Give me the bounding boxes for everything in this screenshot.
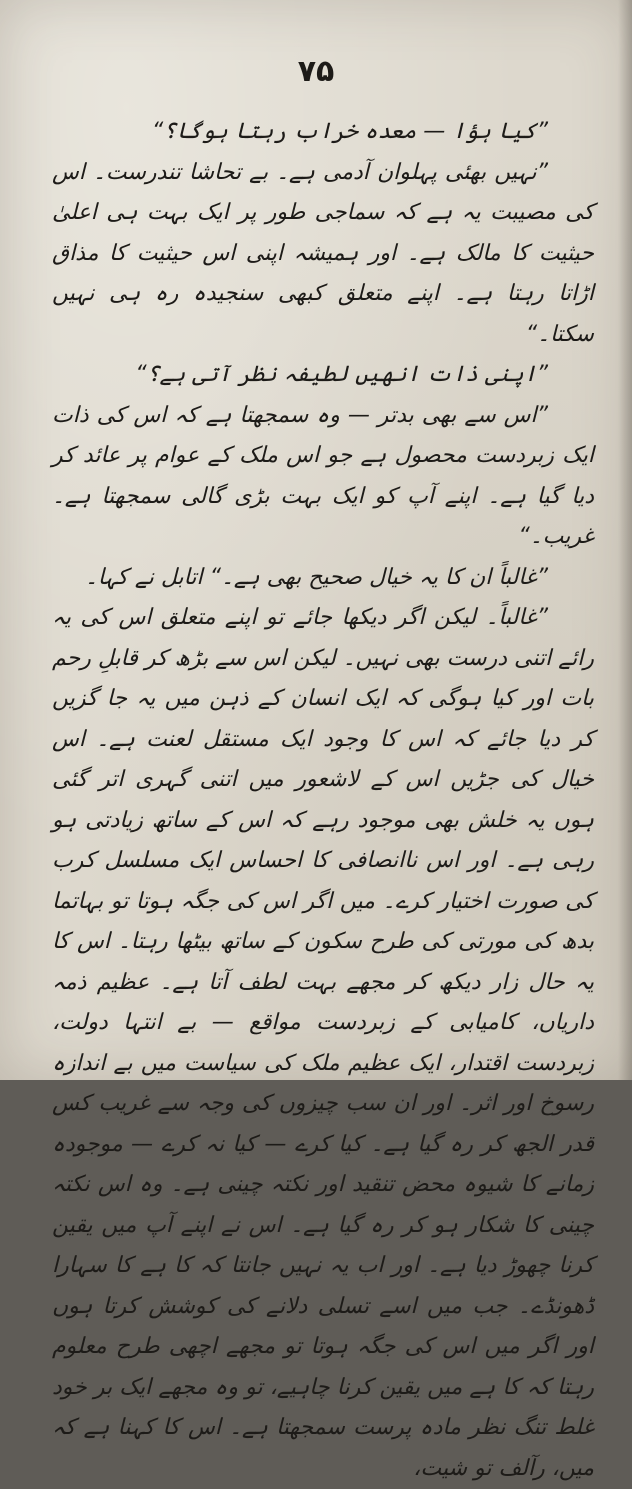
paragraph: ”اپنی ذات انھیں لطیفہ نظر آتی ہے؟“ [135,362,548,387]
paragraph: ”غالباً ان کا یہ خیال صحیح بھی ہے۔“ اتابل نے کہا۔ [84,564,548,590]
paragraph: ”نہیں بھئی پہلوان آدمی ہے۔ بے تحاشا تندرست۔ اس کی مصیبت یہ ہے کہ سماجی طور پر ایک بہت ہی اعلیٰ حیثیت کا مالک ہے۔ اور ہمیشہ اپنی اس حیثیت کا مذاق اڑاتا رہتا ہے۔ اپنے متعلق کبھی سنجیدہ رہ ہی نہیں سکتا۔“ [52,159,594,347]
paragraph: ”اس سے بھی بدتر — وہ سمجھتا ہے کہ اس کی ذات ایک زبردست محصول ہے جو اس ملک کے عوام پر عائد کر دیا گیا ہے۔ اپنے آپ کو ایک بہت بڑی گالی سمجھتا ہے۔ غریب۔“ [52,402,594,549]
page-number: ۷۵ [297,54,335,89]
body-text [52,112,594,1481]
page-edge-shadow [618,0,632,1080]
paragraph: ”غالباً۔ لیکن اگر دیکھا جائے تو اپنے متعلق اس کی یہ رائے اتنی درست بھی نہیں۔ لیکن اس سے بڑھ کر قابلِ رحم بات اور کیا ہوگی کہ ایک انسان کے ذہن میں یہ جا گزیں کر دیا جائے کہ اس کا وجود ایک مستقل لعنت ہے۔ اس خیال کی جڑیں اس کے لاشعور میں اتنی گہری اتر گئی ہوں یہ خلش بھی موجود رہے کہ اس کے ساتھ زیادتی ہو رہی ہے۔ اور اس ناانصافی کا احساس ایک مسلسل کرب کی صورت اختیار کرے۔ میں اگر اس کی جگہ ہوتا تو بہاتما بدھ کی مورتی کی طرح سکون کے ساتھ بیٹھا رہتا۔ اس کا یہ حال زار دیکھ کر مجھے بہت لطف آتا ہے۔ عظیم ذمہ داریاں، کامیابی کے زبردست مواقع — بے انتہا دولت، زبردست اقتدار، ایک عظیم ملک کی سیاست میں بے اندازہ رسوخ اور اثر۔ اور ان سب چیزوں کی وجہ سے غریب کس قدر الجھ کر رہ گیا ہے۔ کیا کرے — کیا نہ کرے — موجودہ زمانے کا شیوہ محض تنقید اور نکتہ چینی ہے۔ وہ اس نکتہ چینی کا شکار ہو کر رہ گیا ہے۔ اس نے اپنے آپ میں یقین کرنا چھوڑ دیا ہے۔ اور اب یہ نہیں جانتا کہ کا ہے کا سہارا ڈھونڈے۔ جب میں اسے تسلی دلانے کی کوشش کرتا ہوں اور اگر میں اس کی جگہ ہوتا تو مجھے اچھی طرح معلوم رہتا کہ کا ہے میں یقین کرنا چاہیے، تو وہ مجھے ایک بر خود غلط تنگ نظر مادہ پرست سمجھتا ہے۔ اس کا کہنا ہے کہ میں، رآلف تو شیت، [52,605,594,1481]
paragraph: ”کیا ہؤا — معدہ خراب رہتا ہوگا؟“ [151,119,548,144]
